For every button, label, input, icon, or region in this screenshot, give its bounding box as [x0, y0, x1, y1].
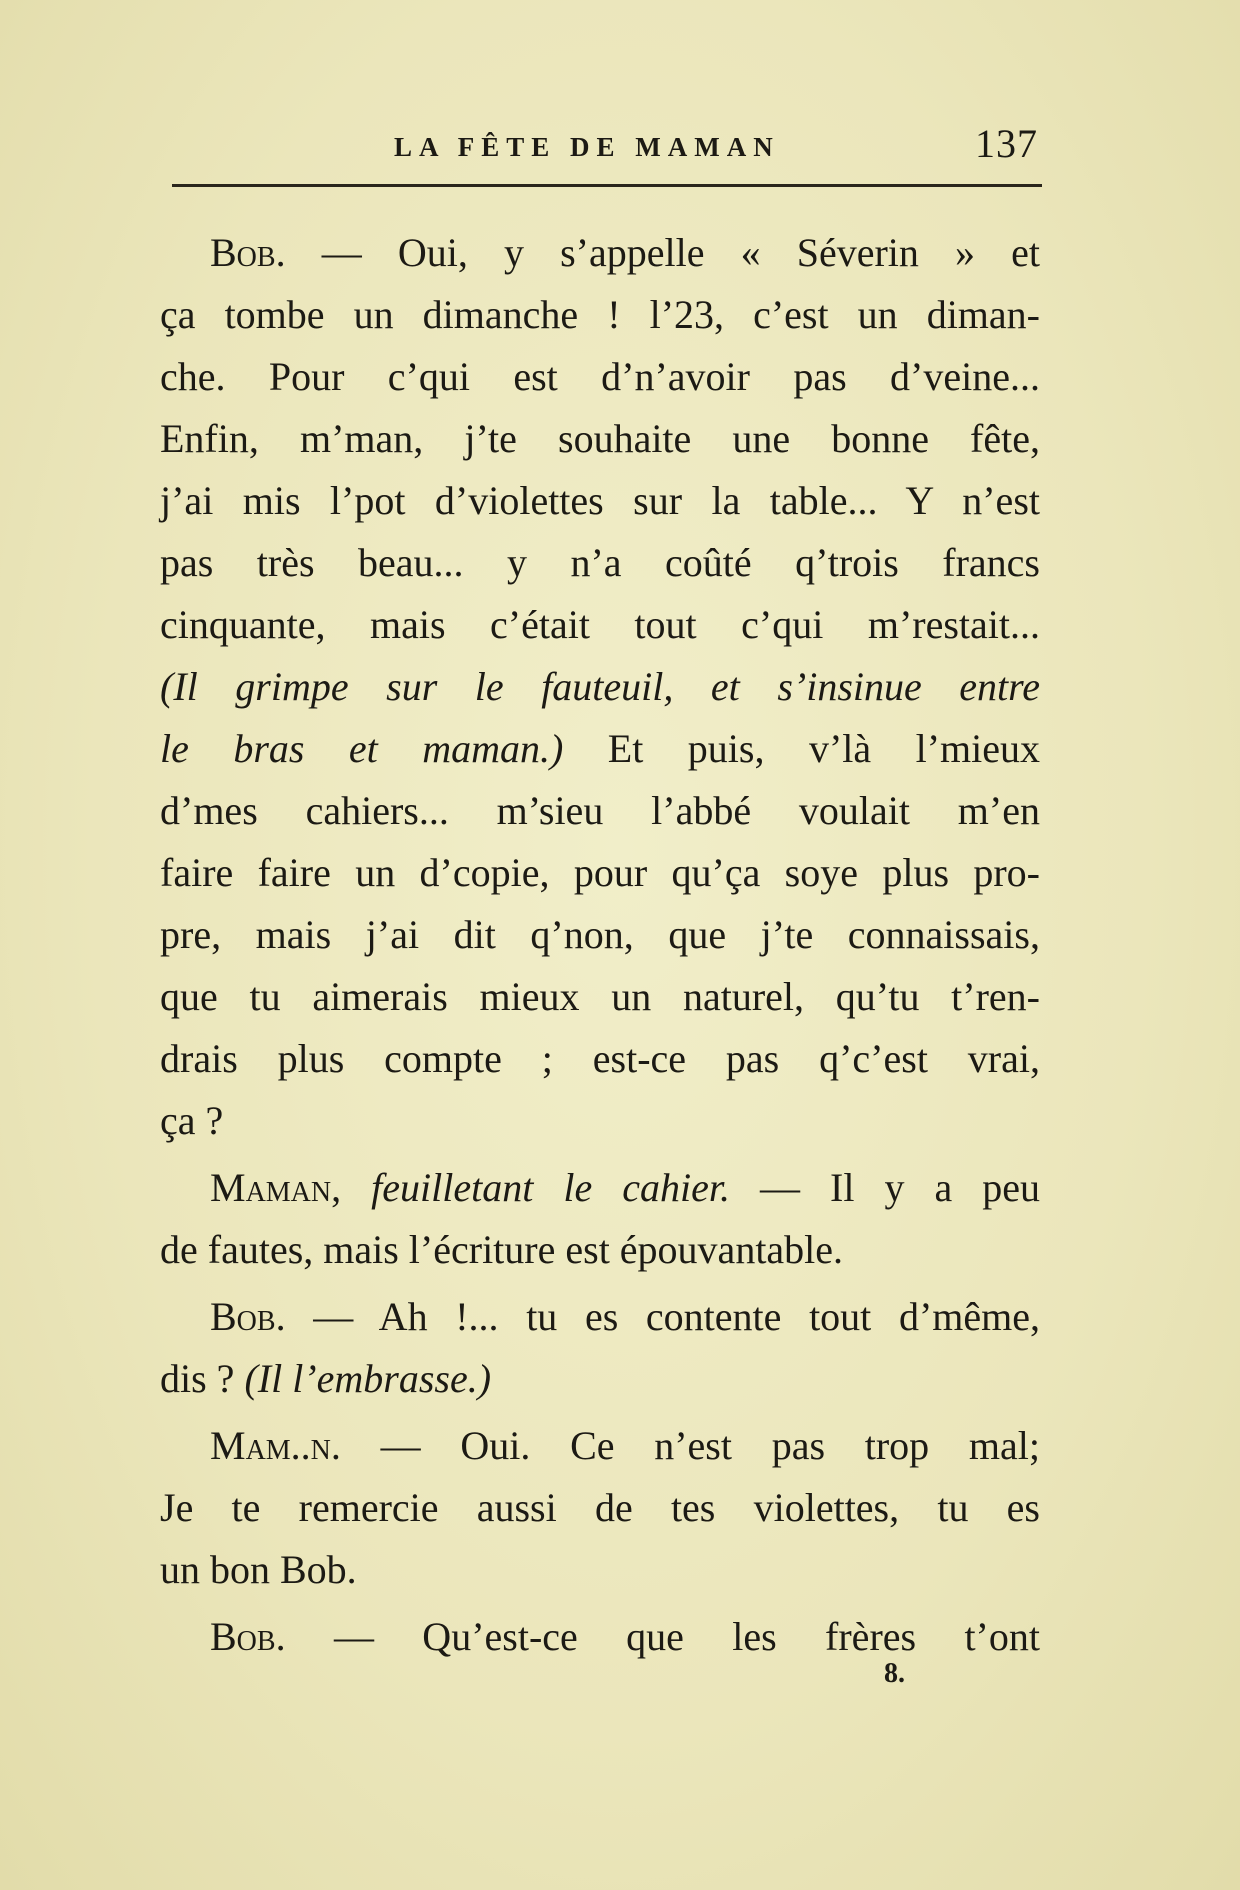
- text-line: [160, 222, 1040, 284]
- speaker-name: Maman,: [210, 1165, 342, 1210]
- line-text: pre, mais j’ai dit q’non, que j’te connaissais,: [160, 912, 1040, 957]
- text-line: [160, 594, 1040, 656]
- stage-direction: (Il grimpe sur le fauteuil, et s’insinue entre: [160, 664, 1040, 709]
- line-text: un bon Bob.: [160, 1547, 357, 1592]
- running-head: [172, 118, 1042, 170]
- line-text: pas très beau... y n’a coûté q’trois francs: [160, 540, 1040, 585]
- line-text: — Il y a peu: [729, 1165, 1040, 1210]
- text-line: [160, 346, 1040, 408]
- text-line: [160, 1539, 1040, 1601]
- text-line: [160, 966, 1040, 1028]
- line-text: que tu aimerais mieux un naturel, qu’tu t’ren-: [160, 974, 1040, 1019]
- text-line: [160, 718, 1040, 780]
- stage-direction: le bras et maman.): [160, 726, 564, 771]
- text-line: [160, 1090, 1040, 1152]
- speaker-name: Bob.: [210, 1294, 286, 1339]
- line-text: ça ?: [160, 1098, 224, 1143]
- speaker-name: Bob.: [210, 1614, 286, 1659]
- text-line: [160, 408, 1040, 470]
- text-line: [160, 470, 1040, 532]
- line-text: dis ?: [160, 1356, 245, 1401]
- text-line: [160, 842, 1040, 904]
- text-line: [160, 1028, 1040, 1090]
- line-text: — Qu’est-ce que les frères t’ont: [285, 1614, 1040, 1659]
- line-text: Et puis, v’là l’mieux: [563, 726, 1041, 771]
- text-line: [160, 1219, 1040, 1281]
- line-text: — Oui. Ce n’est pas trop mal;: [340, 1423, 1040, 1468]
- stage-direction: (Il l’embrasse.): [244, 1356, 492, 1401]
- line-text: ça tombe un dimanche ! l’23, c’est un diman-: [160, 292, 1040, 337]
- text-line: [160, 1477, 1040, 1539]
- line-text: de fautes, mais l’écriture est épouvantable.: [160, 1227, 844, 1272]
- line-text: che. Pour c’qui est d’n’avoir pas d’veine...: [160, 354, 1040, 399]
- text-line: [160, 1348, 1040, 1410]
- page-number: 137: [975, 121, 1038, 166]
- text-line: [160, 780, 1040, 842]
- line-text: Enfin, m’man, j’te souhaite une bonne fête,: [160, 416, 1040, 461]
- signature-mark: 8.: [884, 1658, 905, 1689]
- stage-direction: feuilletant le cahier.: [341, 1165, 730, 1210]
- line-text: drais plus compte ; est-ce pas q’c’est vrai,: [160, 1036, 1040, 1081]
- header-rule: [172, 184, 1042, 187]
- text-line: [160, 284, 1040, 346]
- line-text: cinquante, mais c’était tout c’qui m’restait...: [160, 602, 1040, 647]
- line-text: d’mes cahiers... m’sieu l’abbé voulait m’en: [160, 788, 1040, 833]
- speaker-name: Bob.: [210, 230, 286, 275]
- line-text: Je te remercie aussi de tes violettes, tu es: [160, 1485, 1040, 1530]
- speaker-name: Mam..n.: [210, 1423, 341, 1468]
- line-text: — Ah !... tu es contente tout d’même,: [285, 1294, 1040, 1339]
- body-text: [160, 222, 1040, 1668]
- line-text: faire faire un d’copie, pour qu’ça soye plus pro-: [160, 850, 1040, 895]
- text-line: [160, 1606, 1040, 1668]
- text-line: [160, 656, 1040, 718]
- text-line: [160, 904, 1040, 966]
- text-line: [160, 532, 1040, 594]
- line-text: — Oui, y s’appelle « Séverin » et: [285, 230, 1040, 275]
- text-line: [160, 1415, 1040, 1477]
- line-text: j’ai mis l’pot d’violettes sur la table... Y n’est: [160, 478, 1040, 523]
- text-line: [160, 1157, 1040, 1219]
- text-line: [160, 1286, 1040, 1348]
- running-title: LA FÊTE DE MAMAN: [394, 132, 780, 162]
